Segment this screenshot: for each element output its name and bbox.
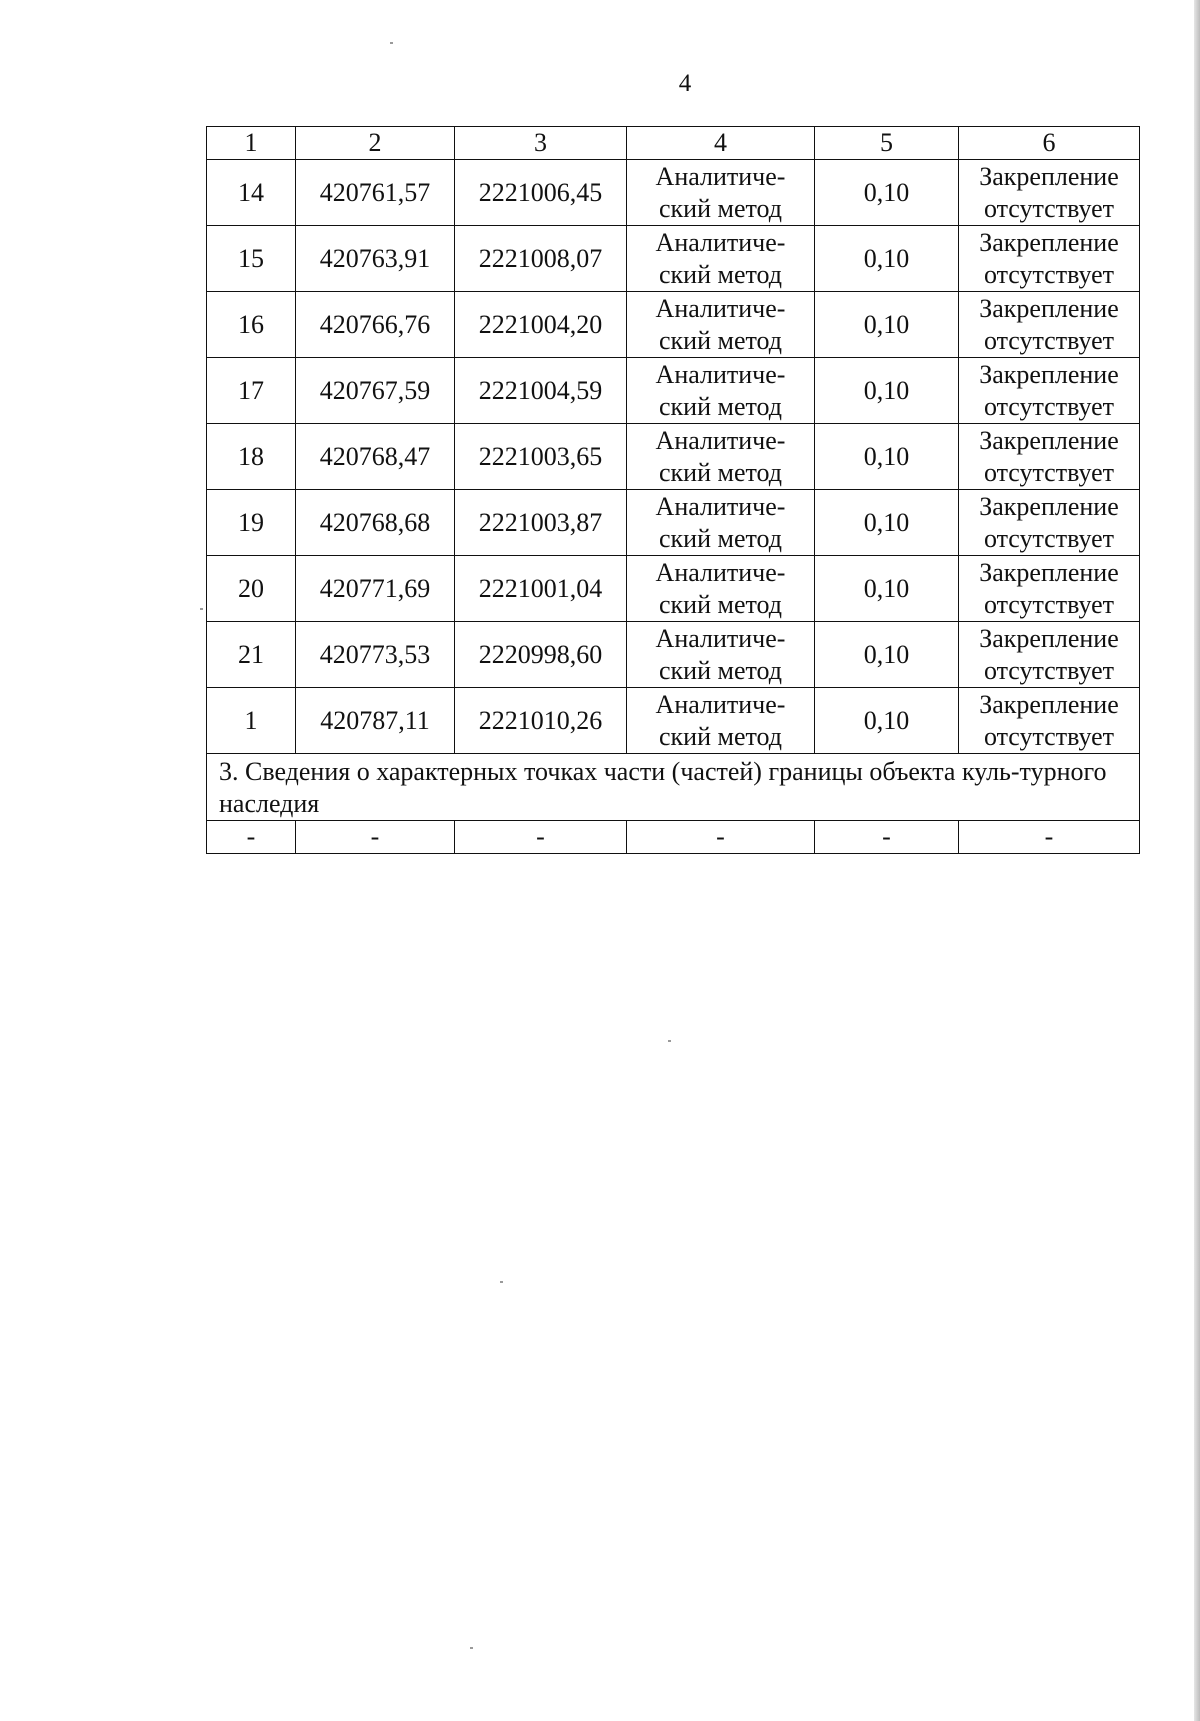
method-line: Аналитиче- (655, 359, 786, 389)
fixing-line: Закрепление (979, 557, 1119, 587)
dash-cell: - (627, 821, 815, 854)
fixing-line: отсутствует (983, 193, 1115, 223)
x-coordinate-cell: 420768,68 (296, 490, 455, 556)
accuracy-cell: 0,10 (815, 556, 959, 622)
y-coordinate-cell: 2221003,87 (455, 490, 627, 556)
scan-speck (470, 1647, 473, 1649)
fixing-line: отсутствует (983, 721, 1115, 751)
header-cell: 5 (815, 127, 959, 160)
point-number-cell: 14 (207, 160, 296, 226)
table-row (207, 556, 1140, 622)
x-coordinate-cell: 420761,57 (296, 160, 455, 226)
table-row (207, 688, 1140, 754)
x-coordinate-cell: 420787,11 (296, 688, 455, 754)
table-header-row (207, 127, 1140, 160)
page-edge-shadow (1194, 0, 1200, 1721)
fixing-line: отсутствует (983, 391, 1115, 421)
table-row (207, 226, 1140, 292)
scan-speck (390, 42, 393, 44)
header-cell: 6 (959, 127, 1140, 160)
accuracy-cell: 0,10 (815, 358, 959, 424)
table-row (207, 358, 1140, 424)
accuracy-cell: 0,10 (815, 292, 959, 358)
fixing-line: Закрепление (979, 227, 1119, 257)
x-coordinate-cell: 420766,76 (296, 292, 455, 358)
fixing-line: отсутствует (983, 325, 1115, 355)
method-line: ский метод (659, 523, 782, 553)
scan-speck (668, 1040, 671, 1042)
point-number-cell: 21 (207, 622, 296, 688)
table-row (207, 424, 1140, 490)
fixing-line: Закрепление (979, 491, 1119, 521)
method-line: Аналитиче- (655, 491, 786, 521)
fixing-line: Закрепление (979, 689, 1119, 719)
method-line: Аналитиче- (655, 227, 786, 257)
fixing-cell (959, 358, 1140, 424)
accuracy-cell: 0,10 (815, 226, 959, 292)
scan-speck (200, 608, 203, 610)
fixing-cell (959, 688, 1140, 754)
fixing-line: Закрепление (979, 359, 1119, 389)
fixing-cell (959, 622, 1140, 688)
table-row (207, 490, 1140, 556)
table-row (207, 160, 1140, 226)
method-cell (627, 490, 815, 556)
dash-cell: - (815, 821, 959, 854)
dash-cell: - (296, 821, 455, 854)
y-coordinate-cell: 2221008,07 (455, 226, 627, 292)
method-cell (627, 292, 815, 358)
header-cell: 1 (207, 127, 296, 160)
header-cell: 3 (455, 127, 627, 160)
method-cell (627, 226, 815, 292)
accuracy-cell: 0,10 (815, 424, 959, 490)
point-number-cell: 18 (207, 424, 296, 490)
x-coordinate-cell: 420771,69 (296, 556, 455, 622)
y-coordinate-cell: 2221001,04 (455, 556, 627, 622)
empty-dash-row (207, 821, 1140, 854)
accuracy-cell: 0,10 (815, 622, 959, 688)
method-line: ский метод (659, 193, 782, 223)
x-coordinate-cell: 420768,47 (296, 424, 455, 490)
dash-cell: - (207, 821, 296, 854)
section-3-caption: 3. Сведения о характерных точках части (частей) границы объекта куль-турного наследия (207, 754, 1140, 821)
fixing-line: отсутствует (983, 589, 1115, 619)
y-coordinate-cell: 2221004,20 (455, 292, 627, 358)
method-line: ский метод (659, 721, 782, 751)
method-cell (627, 160, 815, 226)
method-line: Аналитиче- (655, 161, 786, 191)
point-number-cell: 19 (207, 490, 296, 556)
method-line: Аналитиче- (655, 293, 786, 323)
point-number-cell: 20 (207, 556, 296, 622)
accuracy-cell: 0,10 (815, 160, 959, 226)
point-number-cell: 15 (207, 226, 296, 292)
method-cell (627, 358, 815, 424)
accuracy-cell: 0,10 (815, 688, 959, 754)
method-line: Аналитиче- (655, 623, 786, 653)
method-line: Аналитиче- (655, 689, 786, 719)
method-cell (627, 424, 815, 490)
y-coordinate-cell: 2221004,59 (455, 358, 627, 424)
fixing-line: Закрепление (979, 425, 1119, 455)
y-coordinate-cell: 2220998,60 (455, 622, 627, 688)
point-number-cell: 17 (207, 358, 296, 424)
accuracy-cell: 0,10 (815, 490, 959, 556)
fixing-line: Закрепление (979, 161, 1119, 191)
coordinates-table (206, 126, 1140, 854)
fixing-cell (959, 226, 1140, 292)
scan-speck (500, 1281, 503, 1283)
fixing-cell (959, 556, 1140, 622)
page-number: 4 (678, 70, 692, 97)
fixing-line: Закрепление (979, 293, 1119, 323)
method-line: Аналитиче- (655, 425, 786, 455)
x-coordinate-cell: 420763,91 (296, 226, 455, 292)
x-coordinate-cell: 420773,53 (296, 622, 455, 688)
method-line: ский метод (659, 325, 782, 355)
header-cell: 4 (627, 127, 815, 160)
header-cell: 2 (296, 127, 455, 160)
fixing-cell (959, 160, 1140, 226)
method-cell (627, 622, 815, 688)
method-line: ский метод (659, 457, 782, 487)
method-line: Аналитиче- (655, 557, 786, 587)
fixing-line: Закрепление (979, 623, 1119, 653)
y-coordinate-cell: 2221006,45 (455, 160, 627, 226)
x-coordinate-cell: 420767,59 (296, 358, 455, 424)
fixing-line: отсутствует (983, 457, 1115, 487)
method-line: ский метод (659, 259, 782, 289)
method-line: ский метод (659, 391, 782, 421)
dash-cell: - (959, 821, 1140, 854)
point-number-cell: 1 (207, 688, 296, 754)
table-row (207, 622, 1140, 688)
method-line: ский метод (659, 589, 782, 619)
fixing-line: отсутствует (983, 655, 1115, 685)
fixing-cell (959, 424, 1140, 490)
y-coordinate-cell: 2221003,65 (455, 424, 627, 490)
section-3-caption-row (207, 754, 1140, 821)
fixing-line: отсутствует (983, 523, 1115, 553)
y-coordinate-cell: 2221010,26 (455, 688, 627, 754)
method-cell (627, 556, 815, 622)
fixing-line: отсутствует (983, 259, 1115, 289)
method-cell (627, 688, 815, 754)
fixing-cell (959, 292, 1140, 358)
table-row (207, 292, 1140, 358)
method-line: ский метод (659, 655, 782, 685)
point-number-cell: 16 (207, 292, 296, 358)
fixing-cell (959, 490, 1140, 556)
dash-cell: - (455, 821, 627, 854)
